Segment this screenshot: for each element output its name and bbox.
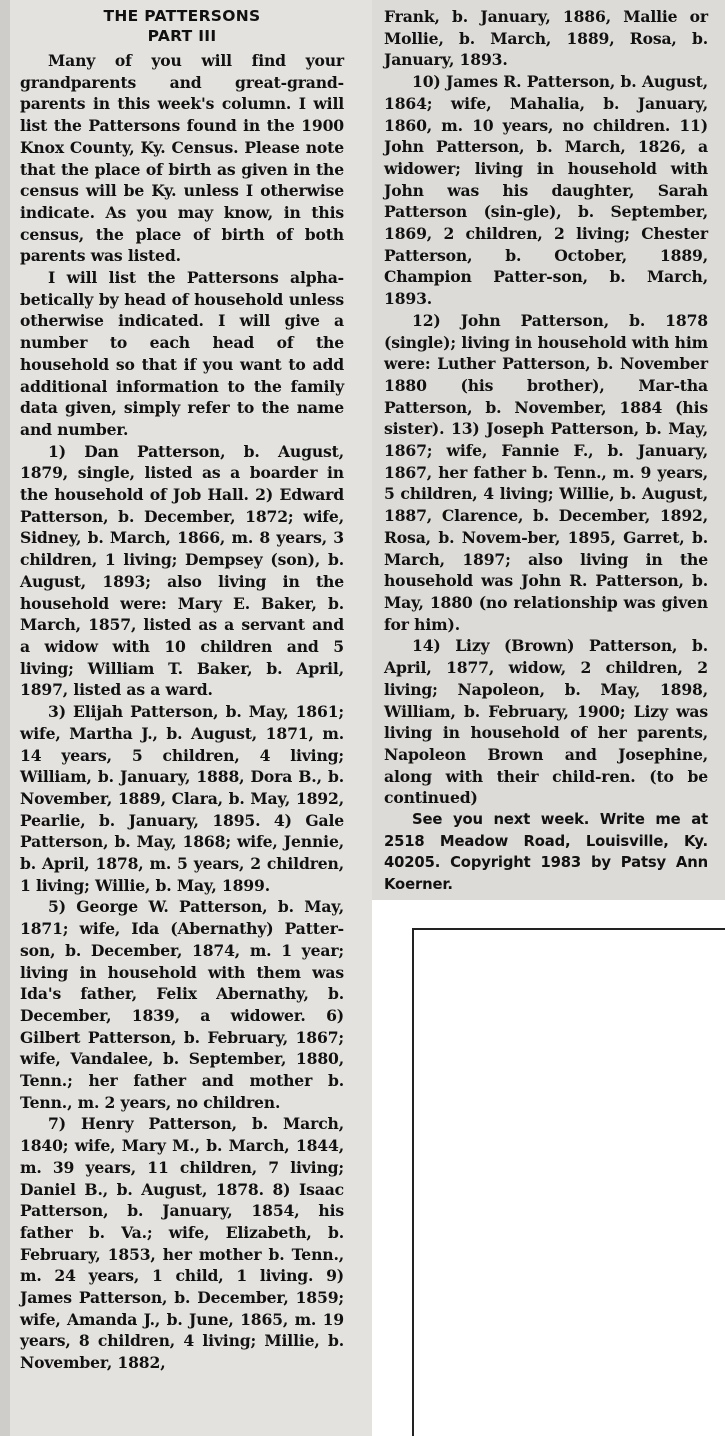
entries-7-9-paragraph: 7) Henry Patterson, b. March, 1840; wife, Mary M., b. March, 1844, m. 39 years, 11 children, 7 living; Daniel B., b. August, 1878. 8) Isaac Patterson, b. January, 1854, his father b. Va.; wife, Elizabeth, b. February, 1853, her mother b. Tenn., m. 24 years, 1 child, 1 living. 9) James Patterson, b. December, 1859; wife, Amanda J., b. June, 1865, m. 19 years, 8 children, 4 living; Millie, b. November, 1882, <box>20 1114 344 1373</box>
entries-1-2-paragraph: 1) Dan Patterson, b. August, 1879, single, listed as a boarder in the household of Job Hall. 2) Edward Patterson, b. December, 1872; wife, Sidney, b. March, 1866, m. 8 years, 3 children, 1 living; Dempsey (son), b. August, 1893; also living in the household were: Mary E. Baker, b. March, 1857, listed as a servant and a widow with 10 children and 5 living; William T. Baker, b. April, 1897, listed as a ward. <box>20 441 344 700</box>
article-left-column <box>20 6 344 1374</box>
entries-12-13-paragraph: 12) John Patterson, b. 1878 (single); living in household with him were: Luther Patterson, b. November 1880 (his brother), Mar-tha Patterson, b. November, 1884 (his sister). 13) Joseph Patterson, b. May, 1867; wife, Fannie F., b. January, 1867, her father b. Tenn., m. 9 years, 5 children, 4 living; Willie, b. August, 1887, Clarence, b. December, 1892, Rosa, b. Novem-ber, 1895, Garret, b. March, 1897; also living in the household was John R. Patterson, b. May, 1880 (no relationship was given for him). <box>384 310 708 634</box>
entry-9-continuation: Frank, b. January, 1886, Mallie or Mollie, b. March, 1889, Rosa, b. January, 1893. <box>384 7 708 70</box>
method-paragraph: I will list the Pattersons alpha-betically by head of household unless otherwise indicated. I will give a number to each head of the household so that if you want to add additional information to the family data given, simply refer to the name and number. <box>20 268 344 439</box>
heading-part: PART III <box>147 27 217 45</box>
heading-title: THE PATTERSONS <box>103 7 261 25</box>
blank-gap <box>372 900 412 1436</box>
entries-5-6-paragraph: 5) George W. Patterson, b. May, 1871; wife, Ida (Abernathy) Patter-son, b. December, 1874, m. 1 year; living in household with them was Ida's father, Felix Abernathy, b. December, 1839, a widower. 6) Gilbert Patterson, b. February, 1867; wife, Vandalee, b. September, 1880, Tenn.; her father and mother b. Tenn., m. 2 years, no children. <box>20 897 344 1112</box>
clipping-edge-shadow <box>0 0 10 1436</box>
blank-white-panel <box>412 928 725 1436</box>
entries-10-11-paragraph: 10) James R. Patterson, b. August, 1864; wife, Mahalia, b. January, 1860, m. 10 years, no children. 11) John Patterson, b. March, 1826, a widower; living in household with John was his daughter, Sarah Patterson (sin-gle), b. September, 1869, 2 children, 2 living; Chester Patterson, b. October, 1889, Champion Patter-son, b. March, 1893. <box>384 72 708 309</box>
entries-3-4-paragraph: 3) Elijah Patterson, b. May, 1861; wife, Martha J., b. August, 1871, m. 14 years, 5 children, 4 living; William, b. January, 1888, Dora B., b. November, 1889, Clara, b. May, 1892, Pearlie, b. January, 1895. 4) Gale Patterson, b. May, 1868; wife, Jennie, b. April, 1878, m. 5 years, 2 children, 1 living; Willie, b. May, 1899. <box>20 702 344 895</box>
entry-14-paragraph: 14) Lizy (Brown) Patterson, b. April, 1877, widow, 2 children, 2 living; Napoleon, b. May, 1898, William, b. February, 1900; Lizy was living in household of her parents, Napoleon Brown and Josephine, along with their child-ren. (to be continued) <box>384 636 708 808</box>
intro-paragraph: Many of you will find your grandparents and great-grand-parents in this week's column. I will list the Pattersons found in the 1900 Knox County, Ky. Census. Please note that the place of birth as given in the census will be Ky. unless I otherwise indicate. As you may know, in this census, the place of birth of both parents was listed. <box>20 51 344 266</box>
article-heading <box>20 6 344 46</box>
article-right-column <box>384 6 708 896</box>
closing-footer: See you next week. Write me at 2518 Meadow Road, Louisville, Ky. 40205. Copyright 1983 by Patsy Ann Koerner. <box>384 811 708 894</box>
